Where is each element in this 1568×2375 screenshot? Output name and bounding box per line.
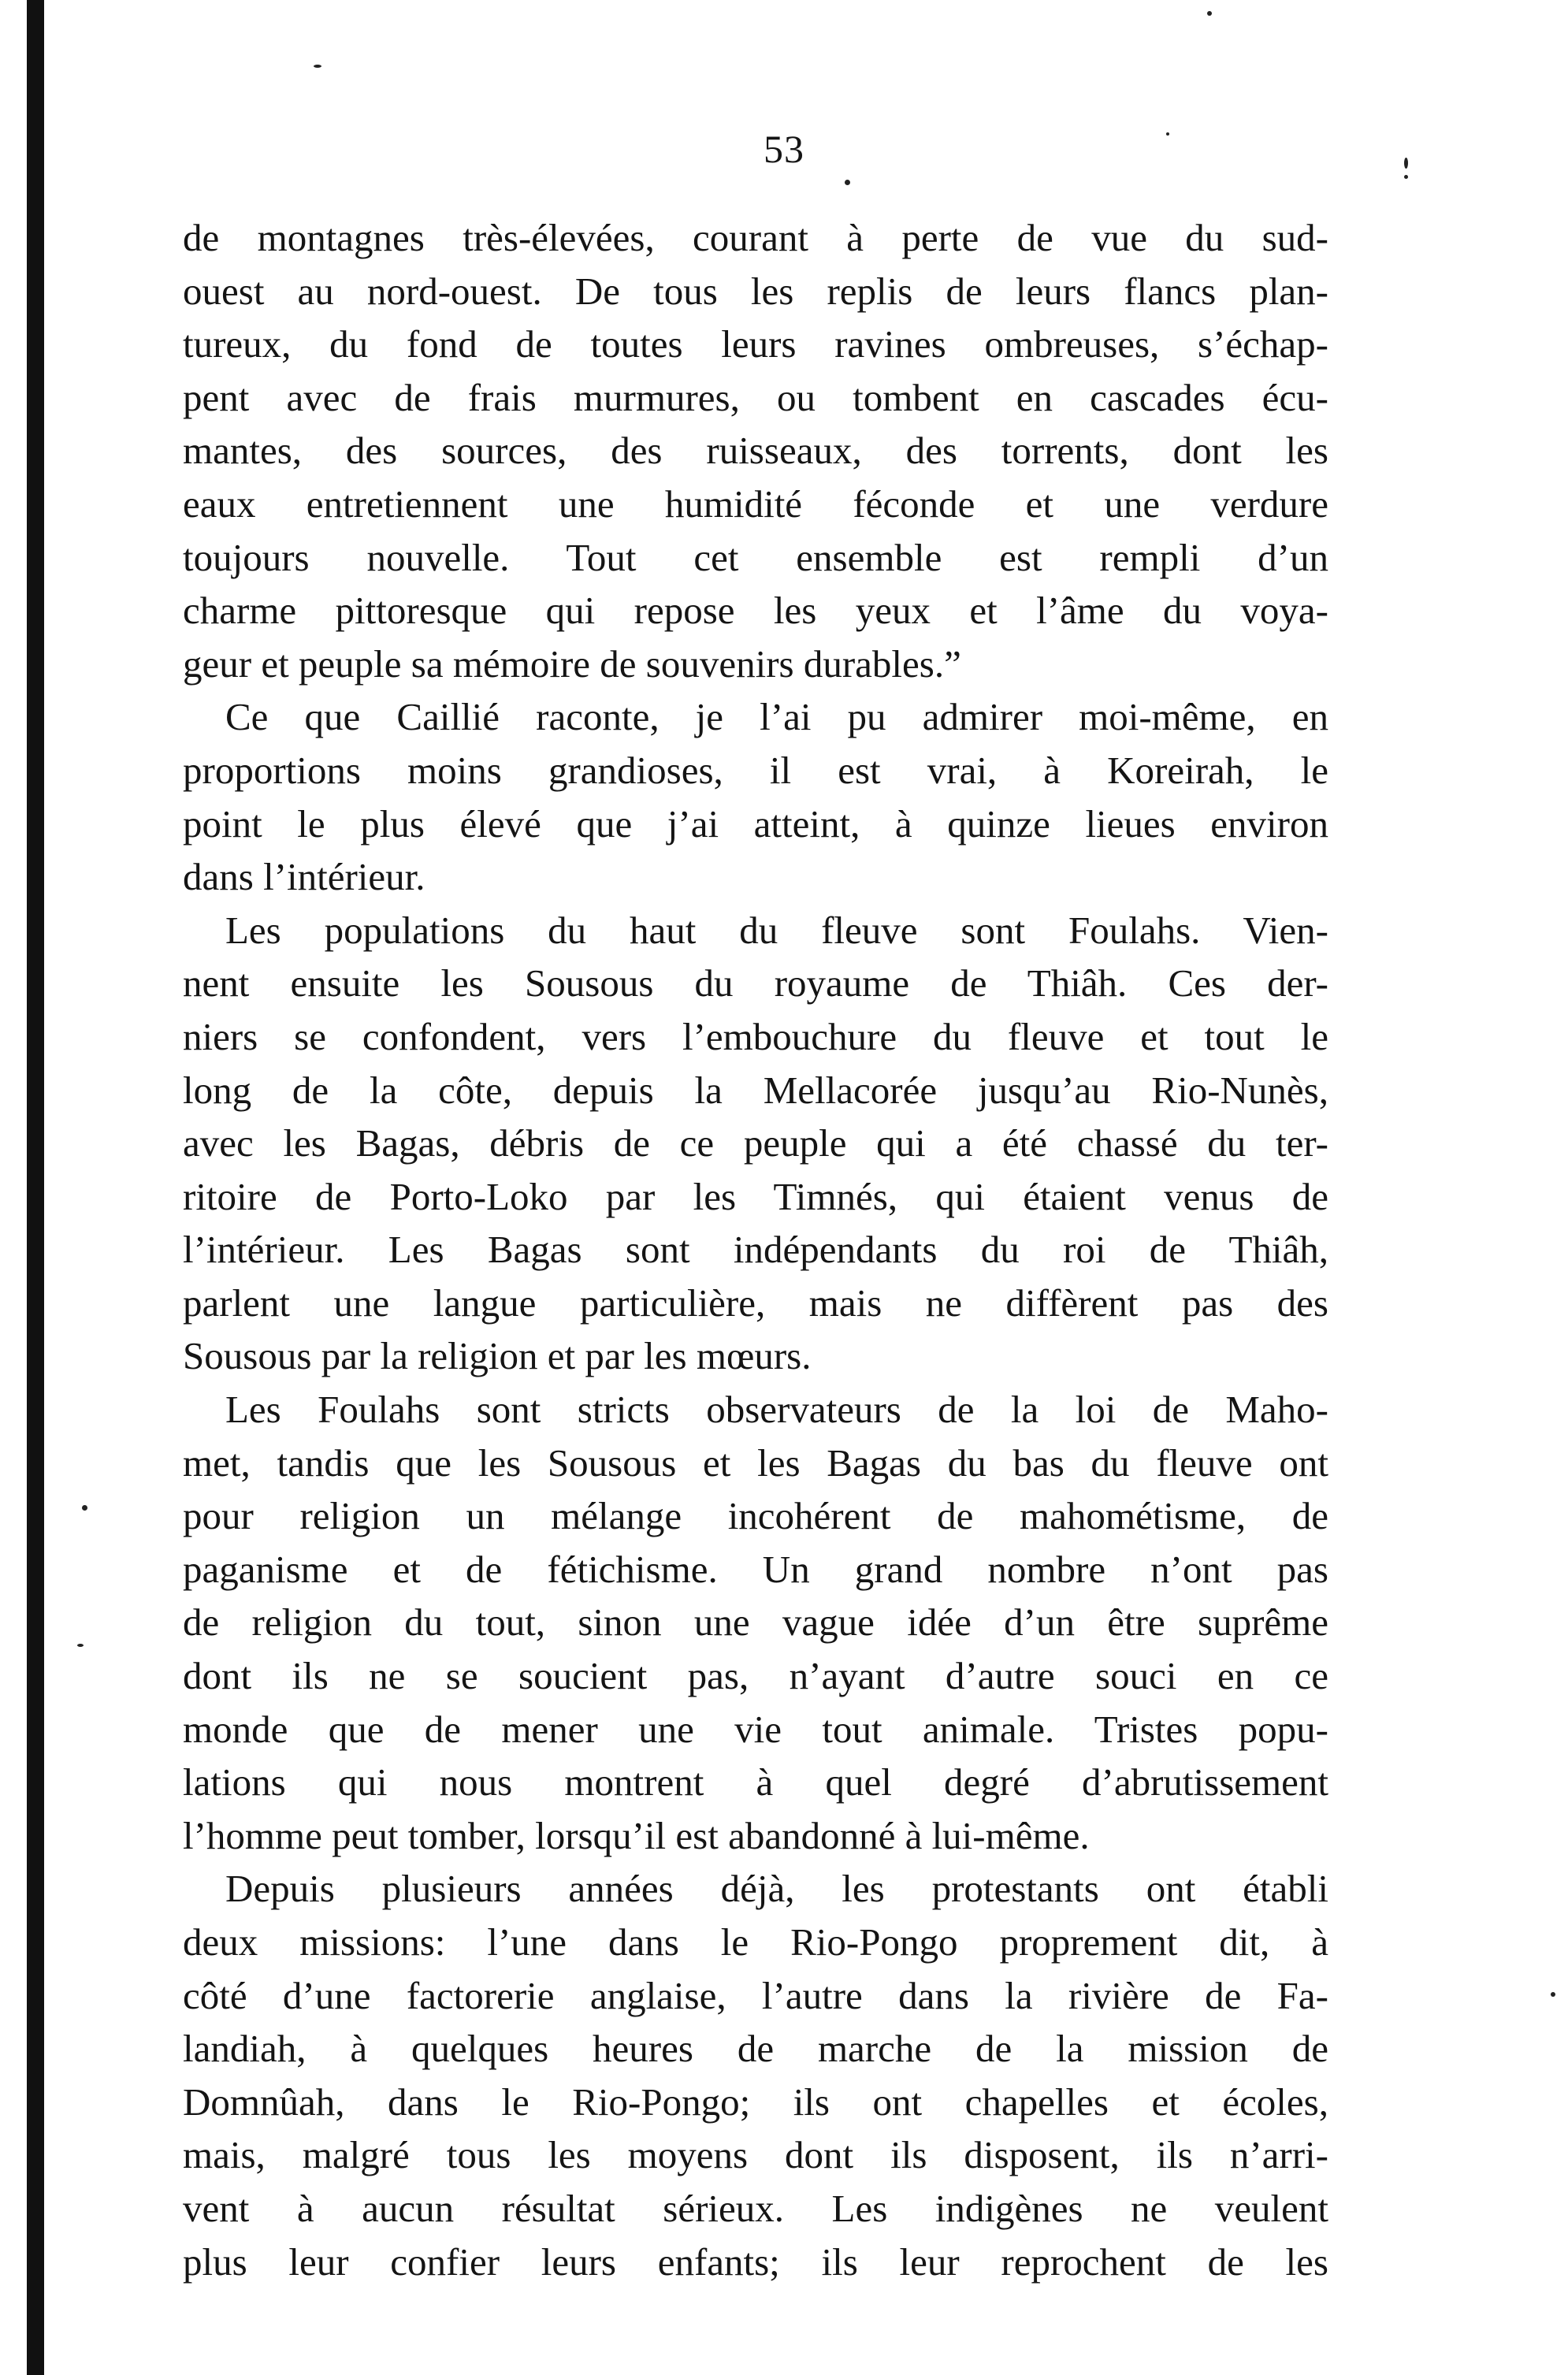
text-line: paganisme et de fétichisme. Un grand nombre n’ont pas	[183, 1547, 1328, 1591]
text-line: avec les Bagas, débris de ce peuple qui a été chassé du ter-	[183, 1121, 1328, 1165]
ink-speck	[82, 1505, 87, 1511]
text-line: Les Foulahs sont stricts observateurs de la loi de Maho-	[225, 1388, 1328, 1432]
text-line: met, tandis que les Sousous et les Bagas du bas du fleuve ont	[183, 1440, 1328, 1485]
text-line: charme pittoresque qui repose les yeux et l’âme du voya-	[183, 589, 1328, 633]
text-line: deux missions: l’une dans le Rio-Pongo proprement dit, à	[183, 1920, 1328, 1964]
text-line: Les populations du haut du fleuve sont Foulahs. Vien-	[225, 908, 1328, 952]
text-line: point le plus élevé que j’ai atteint, à quinze lieues environ	[183, 801, 1328, 846]
binding-edge	[27, 0, 44, 2375]
text-line: dont ils ne se soucient pas, n’ayant d’autre souci en ce	[183, 1654, 1328, 1698]
text-line: landiah, à quelques heures de marche de la mission de	[183, 2027, 1328, 2071]
text-line: Depuis plusieurs années déjà, les protestants ont établi	[225, 1867, 1328, 1911]
text-line: lations qui nous montrent à quel degré d’abrutissement	[183, 1760, 1328, 1804]
text-line: proportions moins grandioses, il est vrai, à Koreirah, le	[183, 748, 1328, 792]
text-line: de religion du tout, sinon une vague idée d’un être suprême	[183, 1600, 1328, 1645]
text-line: tureux, du fond de toutes leurs ravines ombreuses, s’échap-	[183, 322, 1328, 366]
ink-speck	[77, 1644, 84, 1647]
text-line: eaux entretiennent une humidité féconde et une verdure	[183, 481, 1328, 526]
ink-speck	[1404, 175, 1408, 179]
text-line: côté d’une factorerie anglaise, l’autre dans la rivière de Fa-	[183, 1973, 1328, 2017]
text-line: l’homme peut tomber, lorsqu’il est abandonné à lui-même.	[183, 1813, 1090, 1857]
text-line: geur et peuple sa mémoire de souvenirs durables.”	[183, 641, 961, 686]
text-line: niers se confondent, vers l’embouchure du fleuve et tout le	[183, 1014, 1328, 1058]
text-line: long de la côte, depuis la Mellacorée jusqu’au Rio-Nunès,	[183, 1068, 1328, 1112]
text-line: Ce que Caillié raconte, je l’ai pu admirer moi-même, en	[225, 695, 1328, 739]
text-line: parlent une langue particulière, mais ne diffèrent pas des	[183, 1280, 1328, 1325]
text-line: nent ensuite les Sousous du royaume de Thiâh. Ces der-	[183, 961, 1328, 1005]
text-line: Domnûah, dans le Rio-Pongo; ils ont chapelles et écoles,	[183, 2080, 1328, 2124]
text-line: ritoire de Porto-Loko par les Timnés, qui étaient venus de	[183, 1174, 1328, 1218]
ink-speck	[1551, 1992, 1555, 1997]
text-line: ouest au nord-ouest. De tous les replis de leurs flancs plan-	[183, 269, 1328, 313]
text-line: l’intérieur. Les Bagas sont indépendants du roi de Thiâh,	[183, 1228, 1328, 1272]
text-line: plus leur confier leurs enfants; ils leur reprochent de les	[183, 2239, 1328, 2284]
text-line: mais, malgré tous les moyens dont ils disposent, ils n’arri-	[183, 2133, 1328, 2177]
page-number: 53	[764, 127, 804, 171]
text-line: Sousous par la religion et par les mœurs.	[183, 1334, 812, 1378]
text-line: pour religion un mélange incohérent de mahométisme, de	[183, 1494, 1328, 1538]
ink-speck	[845, 180, 850, 185]
text-line: monde que de mener une vie tout animale. Tristes popu-	[183, 1707, 1328, 1751]
text-line: vent à aucun résultat sérieux. Les indigènes ne veulent	[183, 2186, 1328, 2230]
body-text	[183, 211, 1328, 2288]
text-line: toujours nouvelle. Tout cet ensemble est rempli d’un	[183, 535, 1328, 579]
text-line: pent avec de frais murmures, ou tombent en cascades écu-	[183, 375, 1328, 419]
ink-speck	[1207, 11, 1212, 16]
ink-speck	[314, 65, 321, 68]
text-line: mantes, des sources, des ruisseaux, des torrents, dont les	[183, 429, 1328, 473]
text-line: de montagnes très-élevées, courant à perte de vue du sud-	[183, 216, 1328, 259]
text-line: dans l’intérieur.	[183, 855, 425, 899]
